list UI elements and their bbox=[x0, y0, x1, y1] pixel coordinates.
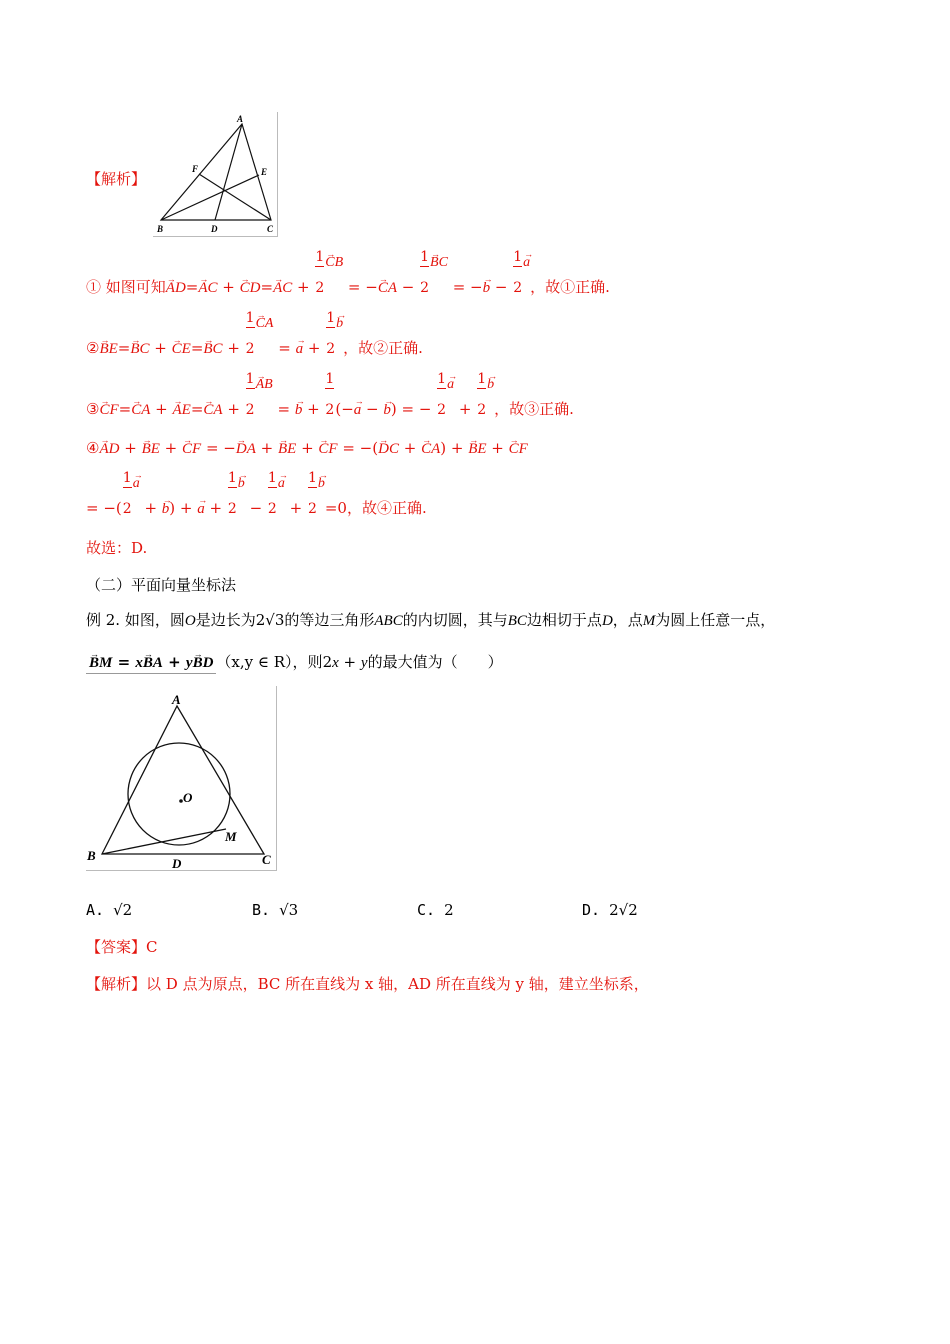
fig1-label-D: D bbox=[211, 224, 218, 234]
option-d[interactable]: D. 2√2 bbox=[582, 901, 638, 919]
fig1-label-B: B bbox=[157, 224, 164, 234]
solution2-label: 【解析】 bbox=[86, 975, 147, 993]
example2-text: 例 2. 如图，圆O是边长为2√3的等边三角形ABC的内切圆，其与BC边相切于点D，点M为圆上任意一点， bbox=[86, 611, 776, 629]
triangle-medians-diagram bbox=[153, 112, 277, 236]
answer-line bbox=[86, 937, 158, 957]
solution1-line4: ④→ AD + → BE + → CF = −→ DA + → BE + → CF = −(→ DC + → CA) + → BE + → CF bbox=[86, 438, 528, 459]
solution1-line1: ① 如图可知→ AD=→ AC + → CD=→ AC + $\frac{1}{2}\to$ CB = −→ CA − $\frac{1}{2}\to$ BC = −→ b − $\frac{1}{2}\to a$，故①正确. bbox=[86, 277, 610, 299]
fig1-label-A: A bbox=[237, 114, 244, 124]
choose-answer: 故选：D. bbox=[86, 539, 148, 557]
solution1-line5: = −( $\frac{1}{2}\to a$ + → b) + → a + $\frac{1}{2}\to b$ − $\frac{1}{2}\to a$ + $\frac{1}{2}\to b=0$，故④正确. bbox=[86, 498, 427, 520]
solution1-line2: ②→ BE=→ BC + → CE=→ BC + $\frac{1}{2}\to$ CA = → a + $\frac{1}{2}\to b$，故②正确. bbox=[86, 338, 423, 360]
solution2-line bbox=[86, 974, 649, 994]
fig1-label-E: E bbox=[261, 167, 268, 177]
option-c[interactable]: C. 2 bbox=[417, 901, 454, 919]
l2-suffix: ，故②正确. bbox=[343, 339, 423, 357]
figure-triangle-medians bbox=[153, 112, 278, 237]
fig2-label-M: M bbox=[225, 829, 237, 844]
incircle-diagram bbox=[86, 686, 276, 870]
figure-incircle bbox=[86, 686, 277, 871]
answer-label: 【答案】 bbox=[86, 938, 147, 956]
vector-equation: → BM = x→ BA + y→ BD bbox=[86, 652, 216, 674]
answer-value: C bbox=[146, 938, 158, 956]
l4-prefix: ④ bbox=[86, 439, 100, 457]
option-a[interactable]: A. √2 bbox=[86, 901, 133, 919]
fig1-label-F: F bbox=[192, 164, 199, 174]
fig2-label-A: A bbox=[172, 692, 181, 707]
fig2-label-D: D bbox=[172, 856, 182, 870]
l1-suffix: ，故①正确. bbox=[530, 278, 610, 296]
l5-suffix: =0，故④正确. bbox=[324, 499, 427, 517]
l1-prefix: ① 如图可知 bbox=[86, 278, 166, 296]
l2-prefix: ② bbox=[86, 339, 100, 357]
l3-prefix: ③ bbox=[86, 400, 100, 418]
section-heading: （二）平面向量坐标法 bbox=[86, 576, 237, 594]
solution1-line3: ③→ CF=→ CA + → AE=→ CA + $\frac{1}{2}\to$ AB = → b + $\frac{1}{2}(-\to a$ − → b) = − $\frac{1}{2}\to a$ + $\frac{1}{2}\to b$，故③正确. bbox=[86, 399, 574, 421]
fig2-label-O: O bbox=[183, 790, 193, 805]
solution2-text: 以 D 点为原点，BC 所在直线为 x 轴，AD 所在直线为 y 轴，建立坐标系， bbox=[146, 975, 649, 993]
fig1-label-C: C bbox=[267, 224, 274, 234]
example2-condition: → BM = x→ BA + y→ BD （x,y ∈ R），则2x + y的最大值为（ ） bbox=[86, 652, 503, 674]
fig2-label-B: B bbox=[87, 848, 96, 863]
fig2-label-C: C bbox=[262, 852, 271, 867]
l3-suffix: ，故③正确. bbox=[494, 400, 574, 418]
option-b[interactable]: B. √3 bbox=[252, 901, 299, 919]
solution1-label: 【解析】 bbox=[86, 170, 147, 188]
